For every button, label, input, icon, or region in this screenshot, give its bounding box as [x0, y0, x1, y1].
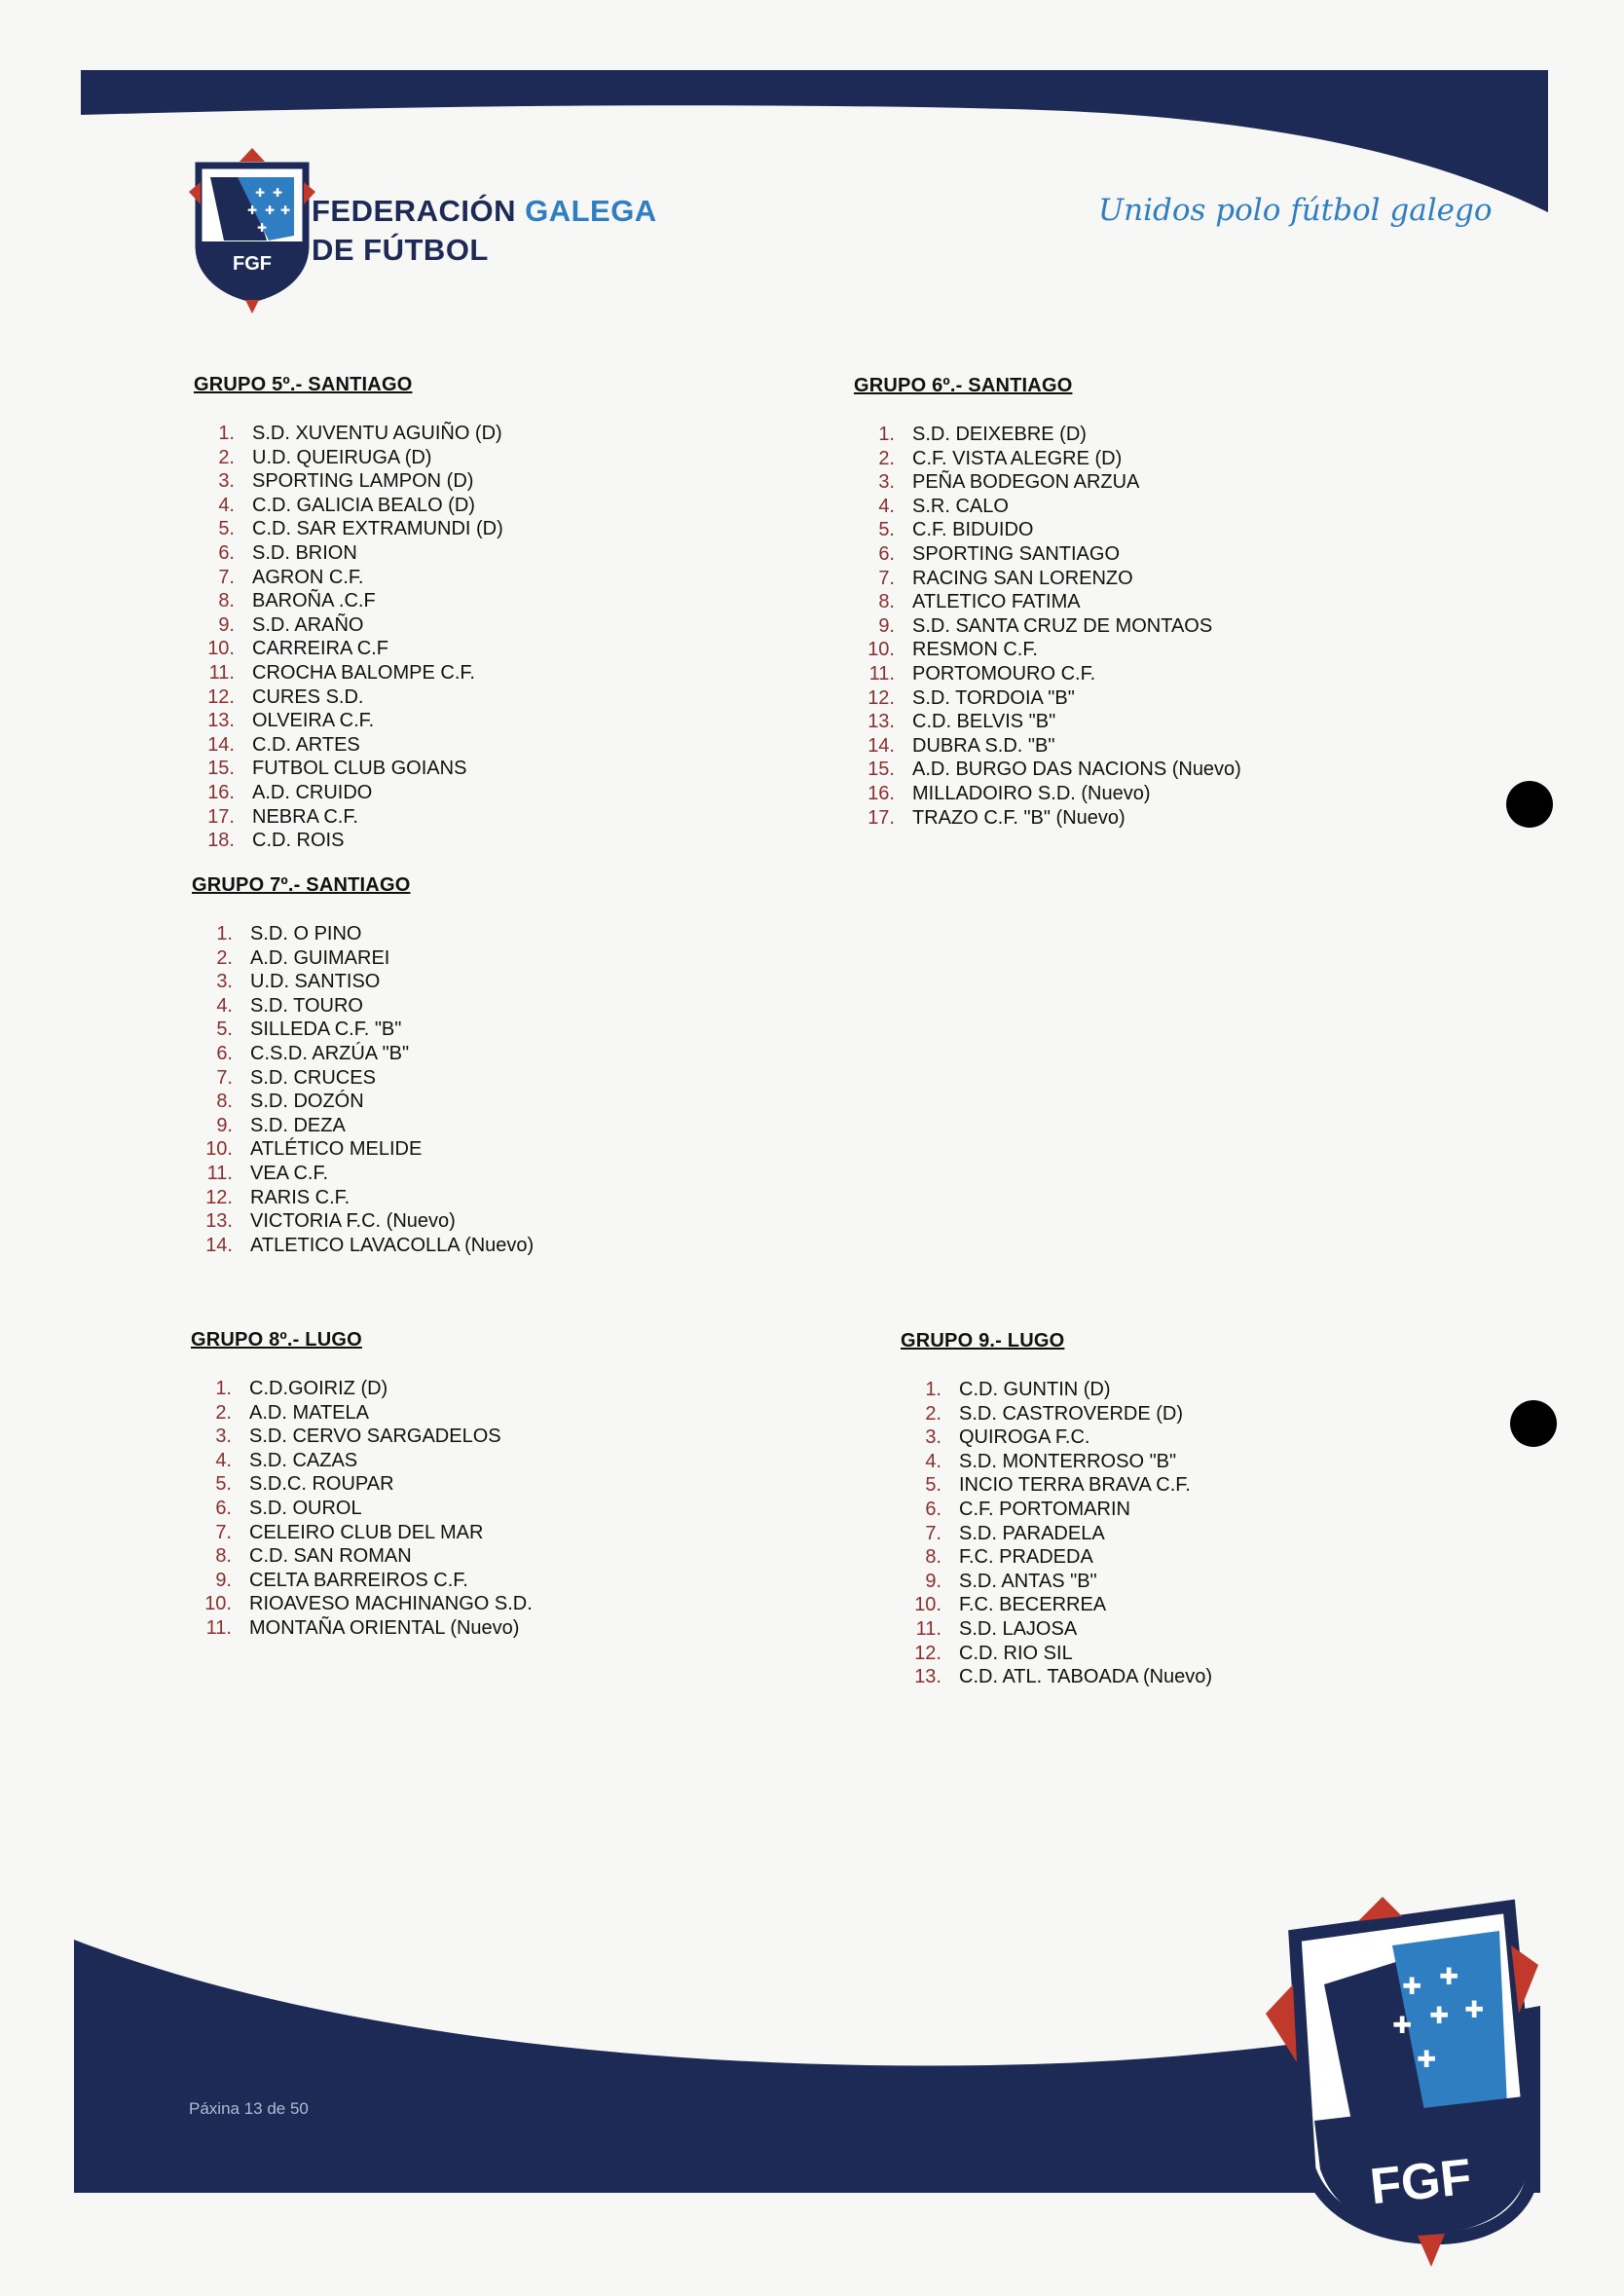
team-row: [854, 806, 1241, 831]
team-number: 4.: [215, 1449, 232, 1471]
team-name: CURES S.D.: [252, 685, 364, 708]
team-number: 3.: [878, 471, 895, 494]
svg-text:✚: ✚: [1429, 2002, 1450, 2029]
team-row: [194, 541, 503, 566]
group-7-santiago: [192, 874, 534, 1257]
team-row: [192, 1209, 534, 1234]
team-name: U.D. SANTISO: [250, 971, 381, 993]
svg-text:✚: ✚: [273, 186, 283, 200]
team-name: RESMON C.F.: [912, 639, 1038, 661]
team-name: S.D. ANTAS "B": [959, 1570, 1097, 1592]
team-list: [854, 423, 1241, 830]
team-name: S.D. XUVENTU AGUIÑO (D): [252, 423, 502, 444]
team-row: [194, 781, 503, 805]
team-name: S.D. CASTROVERDE (D): [959, 1402, 1184, 1425]
group-title: GRUPO 7º.- SANTIAGO: [192, 874, 411, 896]
team-number: 11.: [205, 1616, 232, 1639]
team-number: 8.: [925, 1546, 941, 1569]
team-number: 11.: [208, 661, 235, 684]
team-name: S.D. CRUCES: [250, 1066, 376, 1089]
team-name: MILLADOIRO S.D. (Nuevo): [912, 782, 1151, 804]
team-number: 10.: [914, 1594, 941, 1616]
team-number: 17.: [867, 806, 895, 829]
team-name: CELEIRO CLUB DEL MAR: [249, 1521, 484, 1543]
team-row: [191, 1425, 533, 1449]
team-row: [854, 470, 1241, 495]
team-number: 7.: [216, 1066, 233, 1089]
team-name: C.D. GALICIA BEALO (D): [252, 494, 475, 516]
team-row: [901, 1593, 1212, 1617]
team-number: 2.: [878, 447, 895, 469]
team-number: 9.: [878, 614, 895, 637]
team-row: [901, 1473, 1212, 1498]
team-name: PORTOMOURO C.F.: [912, 662, 1096, 685]
team-row: [194, 589, 503, 613]
team-number: 12.: [914, 1642, 941, 1664]
team-name: C.D. SAN ROMAN: [249, 1545, 412, 1568]
svg-text:✚: ✚: [1464, 1996, 1485, 2023]
team-name: A.D. GUIMAREI: [250, 946, 390, 969]
team-number: 12.: [205, 1186, 233, 1208]
team-name: S.D. CAZAS: [249, 1449, 358, 1471]
slogan: Unidos polo fútbol galego: [1098, 193, 1493, 228]
team-number: 10.: [867, 639, 895, 661]
team-number: 7.: [925, 1522, 941, 1544]
team-number: 14.: [205, 1234, 233, 1256]
team-row: [854, 782, 1241, 806]
group-title: GRUPO 5º.- SANTIAGO: [194, 374, 413, 395]
team-name: U.D. QUEIRUGA (D): [252, 446, 432, 468]
team-number: 5.: [218, 518, 235, 540]
team-number: 1.: [878, 424, 895, 445]
team-row: [854, 710, 1241, 734]
team-number: 15.: [207, 758, 235, 780]
team-number: 14.: [207, 733, 235, 756]
team-number: 5.: [216, 1018, 233, 1041]
svg-text:✚: ✚: [1417, 2046, 1437, 2073]
team-number: 9.: [216, 1114, 233, 1136]
team-row: [192, 994, 534, 1018]
team-name: CELTA BARREIROS C.F.: [249, 1569, 468, 1591]
team-name: FUTBOL CLUB GOIANS: [252, 758, 467, 780]
team-row: [194, 446, 503, 470]
team-name: DUBRA S.D. "B": [912, 734, 1055, 757]
group-title: GRUPO 8º.- LUGO: [191, 1329, 362, 1351]
team-number: 9.: [218, 613, 235, 636]
team-name: QUIROGA F.C.: [959, 1426, 1090, 1449]
federation-name-line2: DE FÚTBOL: [312, 233, 489, 267]
team-row: [192, 946, 534, 971]
team-name: C.D. RIO SIL: [959, 1642, 1073, 1664]
team-name: SPORTING LAMPON (D): [252, 470, 474, 493]
team-number: 5.: [878, 519, 895, 541]
team-name: ATLÉTICO MELIDE: [250, 1138, 423, 1161]
team-name: F.C. BECERREA: [959, 1594, 1107, 1616]
team-list: [191, 1377, 533, 1641]
team-row: [901, 1570, 1212, 1594]
team-row: [192, 1234, 534, 1258]
team-name: C.D. ROIS: [252, 830, 345, 852]
team-row: [194, 829, 503, 853]
team-number: 3.: [216, 971, 233, 993]
team-name: CARREIRA C.F: [252, 638, 389, 660]
team-name: C.S.D. ARZÚA "B": [250, 1042, 410, 1064]
team-row: [854, 423, 1241, 447]
hole-punch-mark: [1506, 781, 1553, 828]
team-name: BAROÑA .C.F: [252, 590, 376, 612]
svg-text:FGF: FGF: [1367, 2148, 1475, 2216]
team-row: [901, 1642, 1212, 1666]
team-name: S.D. MONTERROSO "B": [959, 1450, 1177, 1472]
team-row: [854, 662, 1241, 686]
team-name: C.D. ATL. TABOADA (Nuevo): [959, 1666, 1213, 1688]
team-number: 13.: [207, 710, 235, 732]
team-name: C.F. PORTOMARIN: [959, 1498, 1130, 1520]
group-5-santiago: [194, 374, 503, 853]
team-name: S.D. SANTA CRUZ DE MONTAOS: [912, 614, 1213, 637]
team-row: [191, 1569, 533, 1593]
team-name: A.D. BURGO DAS NACIONS (Nuevo): [912, 759, 1241, 781]
team-number: 5.: [925, 1474, 941, 1497]
team-name: C.F. BIDUIDO: [912, 519, 1034, 541]
team-name: MONTAÑA ORIENTAL (Nuevo): [249, 1616, 520, 1639]
team-row: [191, 1401, 533, 1426]
team-number: 16.: [207, 781, 235, 803]
team-row: [191, 1616, 533, 1641]
team-number: 9.: [925, 1570, 941, 1592]
team-number: 8.: [218, 590, 235, 612]
svg-text:FGF: FGF: [233, 253, 272, 275]
team-name: ATLETICO FATIMA: [912, 591, 1081, 613]
team-row: [192, 1066, 534, 1091]
team-row: [194, 709, 503, 733]
team-list: [901, 1378, 1212, 1689]
team-row: [901, 1545, 1212, 1570]
team-name: TRAZO C.F. "B" (Nuevo): [912, 806, 1126, 829]
federation-name-line1: FEDERACIÓN GALEGA: [312, 194, 657, 228]
team-row: [854, 614, 1241, 639]
team-number: 13.: [867, 711, 895, 733]
team-list: [194, 422, 503, 853]
svg-text:✚: ✚: [1439, 1963, 1459, 1990]
team-number: 15.: [867, 759, 895, 781]
team-row: [192, 1162, 534, 1186]
team-number: 10.: [205, 1138, 233, 1161]
team-row: [194, 637, 503, 661]
team-name: S.D. TOURO: [250, 994, 363, 1017]
team-number: 4.: [925, 1450, 941, 1472]
team-row: [854, 734, 1241, 759]
team-number: 10.: [207, 638, 235, 660]
team-number: 4.: [878, 495, 895, 517]
team-row: [854, 495, 1241, 519]
team-number: 4.: [218, 494, 235, 516]
team-number: 3.: [925, 1426, 941, 1449]
team-number: 7.: [215, 1521, 232, 1543]
team-number: 11.: [915, 1617, 941, 1640]
group-title: GRUPO 9.- LUGO: [901, 1330, 1065, 1352]
team-number: 17.: [207, 805, 235, 828]
team-number: 12.: [207, 685, 235, 708]
team-number: 14.: [867, 734, 895, 757]
team-name: C.F. VISTA ALEGRE (D): [912, 447, 1123, 469]
federation-name: [312, 192, 657, 270]
team-name: NEBRA C.F.: [252, 805, 358, 828]
team-row: [192, 922, 534, 946]
team-row: [191, 1377, 533, 1401]
team-number: 9.: [215, 1569, 232, 1591]
team-number: 13.: [205, 1210, 233, 1233]
team-name: C.D. BELVIS "B": [912, 711, 1056, 733]
team-row: [194, 685, 503, 710]
team-number: 13.: [914, 1666, 941, 1688]
team-name: AGRON C.F.: [252, 566, 364, 588]
footer-logo: [1266, 1897, 1538, 2267]
team-row: [191, 1449, 533, 1473]
hole-punch-mark: [1510, 1400, 1557, 1447]
svg-text:✚: ✚: [255, 186, 266, 200]
team-name: S.D. BRION: [252, 541, 357, 564]
team-number: 2.: [925, 1402, 941, 1425]
team-name: VEA C.F.: [250, 1162, 329, 1184]
team-number: 7.: [218, 566, 235, 588]
team-name: S.D. OUROL: [249, 1497, 362, 1519]
team-number: 11.: [868, 662, 895, 685]
header-logo: [189, 148, 315, 314]
team-row: [192, 1114, 534, 1138]
team-number: 11.: [206, 1162, 233, 1184]
team-name: S.D.C. ROUPAR: [249, 1473, 394, 1496]
team-name: C.D. SAR EXTRAMUNDI (D): [252, 518, 503, 540]
team-row: [854, 567, 1241, 591]
team-row: [901, 1617, 1212, 1642]
team-row: [854, 638, 1241, 662]
team-name: A.D. CRUIDO: [252, 781, 373, 803]
team-row: [191, 1472, 533, 1497]
team-name: S.D. DEIXEBRE (D): [912, 424, 1087, 445]
team-name: S.D. O PINO: [250, 923, 362, 944]
svg-text:✚: ✚: [247, 204, 258, 217]
svg-text:✚: ✚: [280, 204, 291, 217]
team-row: [901, 1450, 1212, 1474]
svg-text:✚: ✚: [1402, 1973, 1422, 2000]
team-name: C.D. GUNTIN (D): [959, 1379, 1111, 1400]
team-number: 4.: [216, 994, 233, 1017]
team-name: S.D. ARAÑO: [252, 613, 364, 636]
team-name: VICTORIA F.C. (Nuevo): [250, 1210, 456, 1233]
team-number: 8.: [216, 1091, 233, 1113]
team-number: 7.: [878, 567, 895, 589]
team-number: 12.: [867, 686, 895, 709]
team-number: 1.: [218, 423, 235, 444]
team-row: [901, 1665, 1212, 1689]
team-number: 18.: [207, 830, 235, 852]
team-name: OLVEIRA C.F.: [252, 710, 375, 732]
team-row: [192, 1018, 534, 1042]
team-name: S.D. CERVO SARGADELOS: [249, 1426, 501, 1448]
team-number: 3.: [218, 470, 235, 493]
team-row: [194, 566, 503, 590]
team-name: S.D. TORDOIA "B": [912, 686, 1075, 709]
team-row: [854, 447, 1241, 471]
team-name: CROCHA BALOMPE C.F.: [252, 661, 475, 684]
team-row: [194, 422, 503, 446]
team-number: 5.: [215, 1473, 232, 1496]
team-row: [194, 757, 503, 781]
team-name: S.D. DEZA: [250, 1114, 346, 1136]
team-row: [192, 1186, 534, 1210]
team-number: 8.: [878, 591, 895, 613]
team-row: [901, 1402, 1212, 1426]
team-row: [854, 542, 1241, 567]
team-name: ATLETICO LAVACOLLA (Nuevo): [250, 1234, 535, 1256]
team-row: [854, 758, 1241, 782]
group-title: GRUPO 6º.- SANTIAGO: [854, 375, 1073, 396]
team-number: 2.: [216, 946, 233, 969]
team-name: S.R. CALO: [912, 495, 1009, 517]
team-row: [191, 1497, 533, 1521]
team-row: [192, 1042, 534, 1066]
team-row: [194, 469, 503, 494]
team-row: [194, 494, 503, 518]
group-9-lugo: [901, 1330, 1212, 1689]
team-name: INCIO TERRA BRAVA C.F.: [959, 1474, 1191, 1497]
svg-text:✚: ✚: [1392, 2012, 1413, 2039]
team-row: [854, 518, 1241, 542]
team-number: 6.: [925, 1498, 941, 1520]
team-number: 6.: [215, 1497, 232, 1519]
team-number: 1.: [925, 1379, 941, 1400]
team-name: S.D. DOZÓN: [250, 1091, 364, 1113]
team-number: 6.: [878, 542, 895, 565]
team-number: 10.: [204, 1593, 232, 1615]
team-name: RARIS C.F.: [250, 1186, 351, 1208]
team-name: S.D. PARADELA: [959, 1522, 1105, 1544]
team-name: F.C. PRADEDA: [959, 1546, 1093, 1569]
team-row: [194, 613, 503, 638]
team-number: 8.: [215, 1545, 232, 1568]
team-name: SILLEDA C.F. "B": [250, 1018, 402, 1041]
team-number: 16.: [867, 782, 895, 804]
svg-text:✚: ✚: [265, 204, 276, 217]
group-8-lugo: [191, 1329, 533, 1641]
team-row: [192, 1137, 534, 1162]
team-row: [194, 733, 503, 758]
team-number: 6.: [218, 541, 235, 564]
team-name: RACING SAN LORENZO: [912, 567, 1133, 589]
team-row: [194, 805, 503, 830]
svg-text:✚: ✚: [257, 221, 268, 235]
team-name: C.D.GOIRIZ (D): [249, 1378, 388, 1399]
team-name: C.D. ARTES: [252, 733, 360, 756]
group-6-santiago: [854, 375, 1241, 830]
team-row: [901, 1426, 1212, 1450]
team-row: [191, 1521, 533, 1545]
team-list: [192, 922, 534, 1257]
team-name: A.D. MATELA: [249, 1401, 369, 1424]
team-row: [192, 970, 534, 994]
page-number: Páxina 13 de 50: [189, 2099, 309, 2118]
team-name: S.D. LAJOSA: [959, 1617, 1078, 1640]
team-row: [194, 517, 503, 541]
team-number: 2.: [215, 1401, 232, 1424]
team-number: 1.: [215, 1378, 232, 1399]
team-number: 1.: [216, 923, 233, 944]
team-number: 3.: [215, 1426, 232, 1448]
team-name: SPORTING SANTIAGO: [912, 542, 1120, 565]
team-row: [854, 686, 1241, 711]
team-row: [192, 1090, 534, 1114]
team-row: [901, 1498, 1212, 1522]
team-name: RIOAVESO MACHINANGO S.D.: [249, 1593, 533, 1615]
team-row: [191, 1592, 533, 1616]
team-row: [901, 1378, 1212, 1402]
team-number: 2.: [218, 446, 235, 468]
team-number: 6.: [216, 1042, 233, 1064]
team-row: [191, 1544, 533, 1569]
team-row: [901, 1522, 1212, 1546]
team-row: [194, 661, 503, 685]
team-row: [854, 590, 1241, 614]
team-name: PEÑA BODEGON ARZUA: [912, 471, 1140, 494]
